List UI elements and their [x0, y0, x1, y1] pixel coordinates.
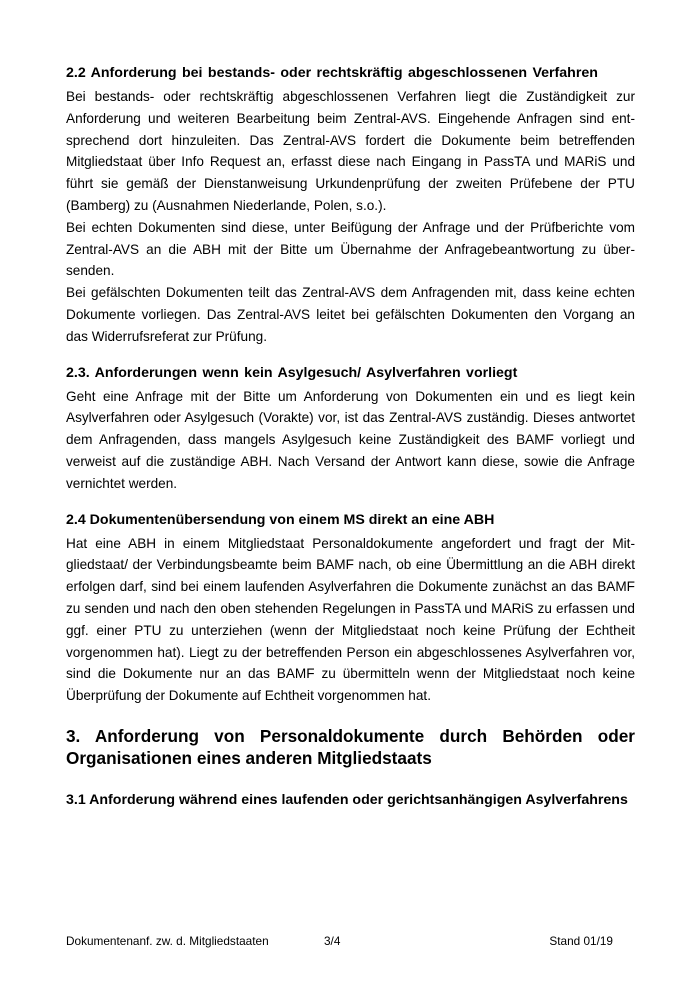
- section-heading-2-4: 2.4 Dokumentenübersendung von einem MS direkt an eine ABH: [66, 511, 495, 528]
- footer-version: Stand 01/19: [549, 934, 613, 948]
- section-heading-2-2: 2.2 Anforderung bei bestands- oder rechtskräftig abgeschlossenen Verfahren: [66, 65, 598, 81]
- section-heading-2-3: 2.3. Anforderungen wenn kein Asylgesuch/ Asylverfahren vorliegt: [66, 364, 518, 381]
- footer-page-number: 3/4: [324, 934, 341, 948]
- paragraph: Hat eine ABH in einem Mitgliedstaat Personaldokumente angefordert und fragt der Mitgliedstaat/ der Verbindungsbeamte beim BAMF nach, ob eine Übermittlung an die ABH direkt erfolgen darf, sind bei einem laufenden Asylverfahren die Dokumente zunächst an das BAMF zu senden und nach den oben stehenden Regelungen in PassTA und MARiS zu erfassen und ggf. einer PTU zu unterziehen (wenn der Mitgliedstaat noch keine Prüfung der Echtheit vorgenommen hat). Liegt zu der betreffenden Person ein abgeschlossenes Asylverfahren vor, sind die Dokumente nur an das BAMF zu übermitteln wenn der Mitgliedstaat noch keine Überprüfung der Dokumente auf Echtheit vorgenommen hat.: [66, 535, 635, 704]
- paragraph: Bei echten Dokumenten sind diese, unter Beifügung der Anfrage und der Prüfberichte vom Zentral-AVS an die ABH mit der Bitte um Übernahme der Anfragebeantwortung zu übersenden.: [66, 219, 635, 279]
- footer-document-title: Dokumentenanf. zw. d. Mitgliedstaaten: [66, 934, 269, 948]
- paragraph: Geht eine Anfrage mit der Bitte um Anforderung von Dokumenten ein und es liegt kein Asylverfahren oder Asylgesuch (Vorakte) vor, ist das Zentral-AVS zuständig. Dieses antwortet dem Anfragenden, dass mangels Asylgesuch keine Zuständigkeit des BAMF vorliegt und verweist auf die zuständige ABH. Nach Versand der Antwort kann diese, sowie die Anfrage vernichtet werden.: [66, 388, 635, 491]
- paragraph: Bei bestands- oder rechtskräftig abgeschlossenen Verfahren liegt die Zuständigkeit zur Anforderung und weiteren Bearbeitung beim Zentral-AVS. Eingehende Anfragen sind entsprechend dort hinzuleiten. Das Zentral-AVS fordert die Dokumente beim betreffenden Mitgliedstaat über Info Request an, erfasst diese nach Eingang in PassTA und MARiS und führt sie gemäß der Dienstanweisung Urkundenprüfung der zweiten Prüfebene der PTU (Bamberg) zu (Ausnahmen Niederlande, Polen, s.o.).: [66, 89, 635, 213]
- chapter-heading-3: 3. Anforderung von Personaldokumente durch Behörden oder Organisationen eines anderen Mitgliedstaats: [66, 725, 635, 768]
- section-2-3: [66, 362, 635, 495]
- document-page: [66, 62, 635, 812]
- paragraph: Bei gefälschten Dokumenten teilt das Zentral-AVS dem Anfragenden mit, dass keine echten Dokumente vorliegen. Das Zentral-AVS leitet bei gefälschten Dokumenten den Vorgang an das Widerrufsreferat zur Prüfung.: [66, 285, 635, 344]
- section-heading-3-1: 3.1 Anforderung während eines laufenden oder gerichtsanhängigen Asylverfahrens: [66, 791, 628, 808]
- section-2-2: [66, 62, 635, 348]
- section-2-4: [66, 509, 635, 707]
